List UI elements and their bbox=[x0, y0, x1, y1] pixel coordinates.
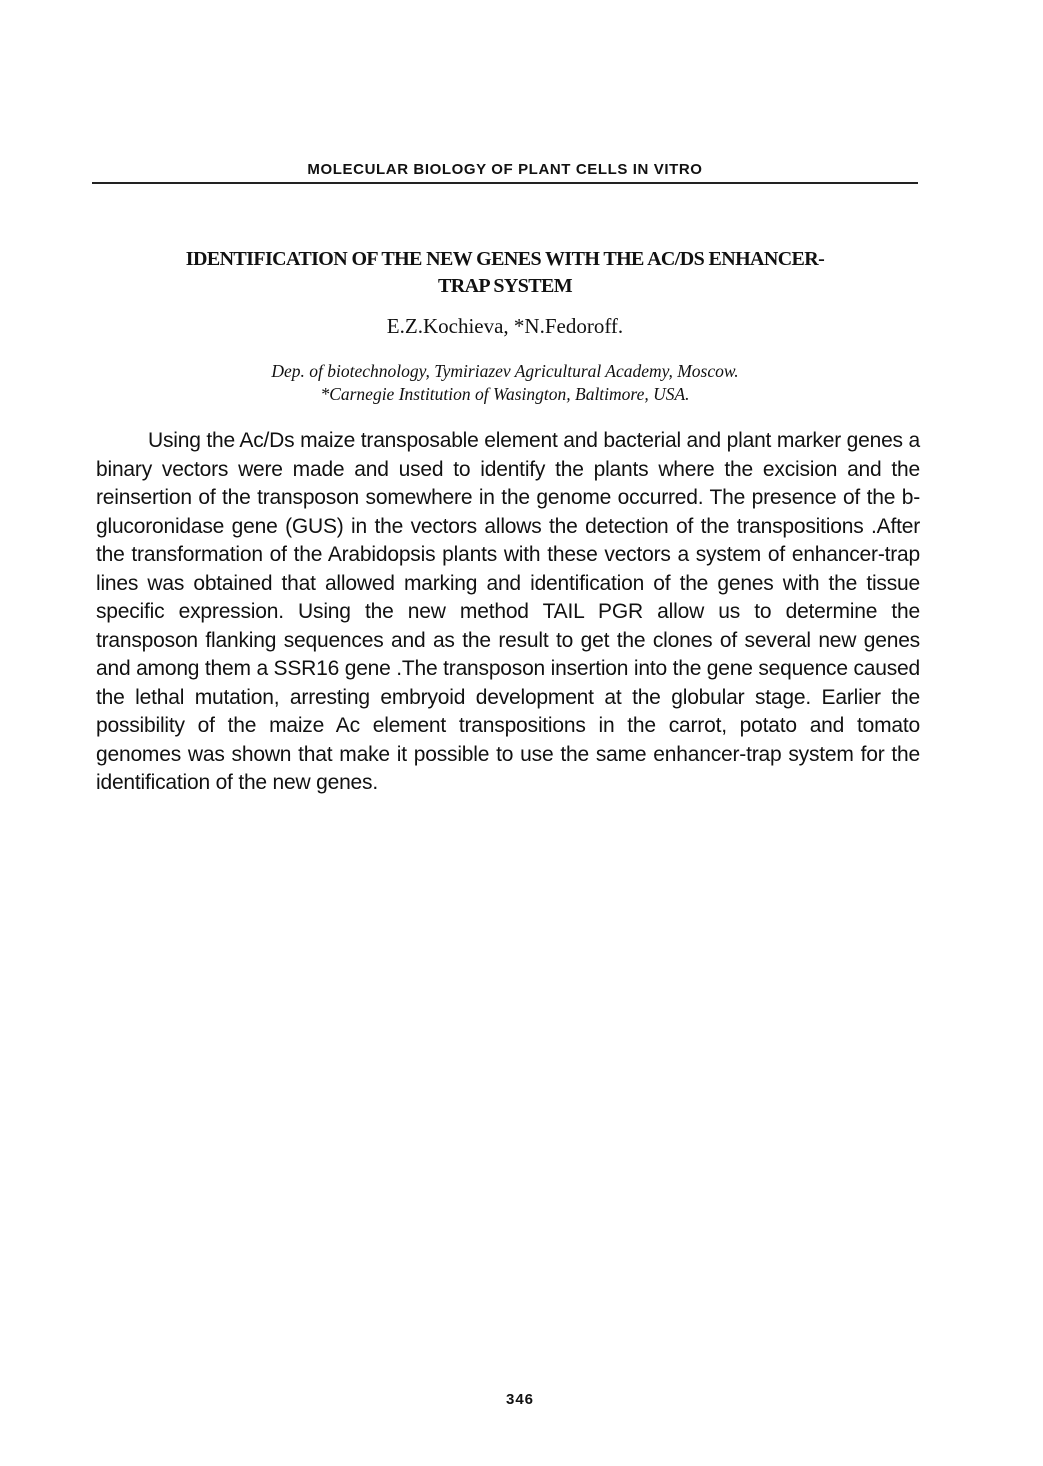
running-header: MOLECULAR BIOLOGY OF PLANT CELLS IN VITRO bbox=[92, 160, 918, 184]
paper-title bbox=[95, 246, 915, 300]
paper-title-line-1: IDENTIFICATION OF THE NEW GENES WITH THE AC/DS ENHANCER- bbox=[185, 248, 825, 270]
affiliations bbox=[95, 360, 915, 406]
page-number: 346 bbox=[505, 1391, 535, 1408]
authors: E.Z.Kochieva, *N.Fedoroff. bbox=[386, 314, 624, 338]
paper-title-line-2: TRAP SYSTEM bbox=[438, 275, 572, 297]
affiliation-2: *Carnegie Institution of Wasington, Baltimore, USA. bbox=[320, 384, 690, 404]
affiliation-1: Dep. of biotechnology, Tymiriazev Agricultural Academy, Moscow. bbox=[271, 361, 739, 381]
abstract-paragraph: Using the Ac/Ds maize transposable element and bacterial and plant marker genes a binary vectors were made and used to identify the plants where the excision and the reinsertion of the transposon somewhere in the genome occurred. The presence of the b-glucoronidase gene (GUS) in the vectors allows the detection of the transpositions .After the transformation of the Arabidopsis plants with these vectors a system of enhancer-trap lines was obtained that allowed marking and identification of the genes with the tissue specific expression. Using the new method TAIL PGR allow us to determine the transposon flanking sequences and as the result to get the clones of several new genes and among them a SSR16 gene .The transposon insertion into the gene sequence caused the lethal mutation, arresting embryoid development at the globular stage. Earlier the possibility of the maize Ac element transpositions in the carrot, potato and tomato genomes was shown that make it possible to use the same enhancer-trap system for the identification of the new genes. bbox=[96, 429, 920, 794]
